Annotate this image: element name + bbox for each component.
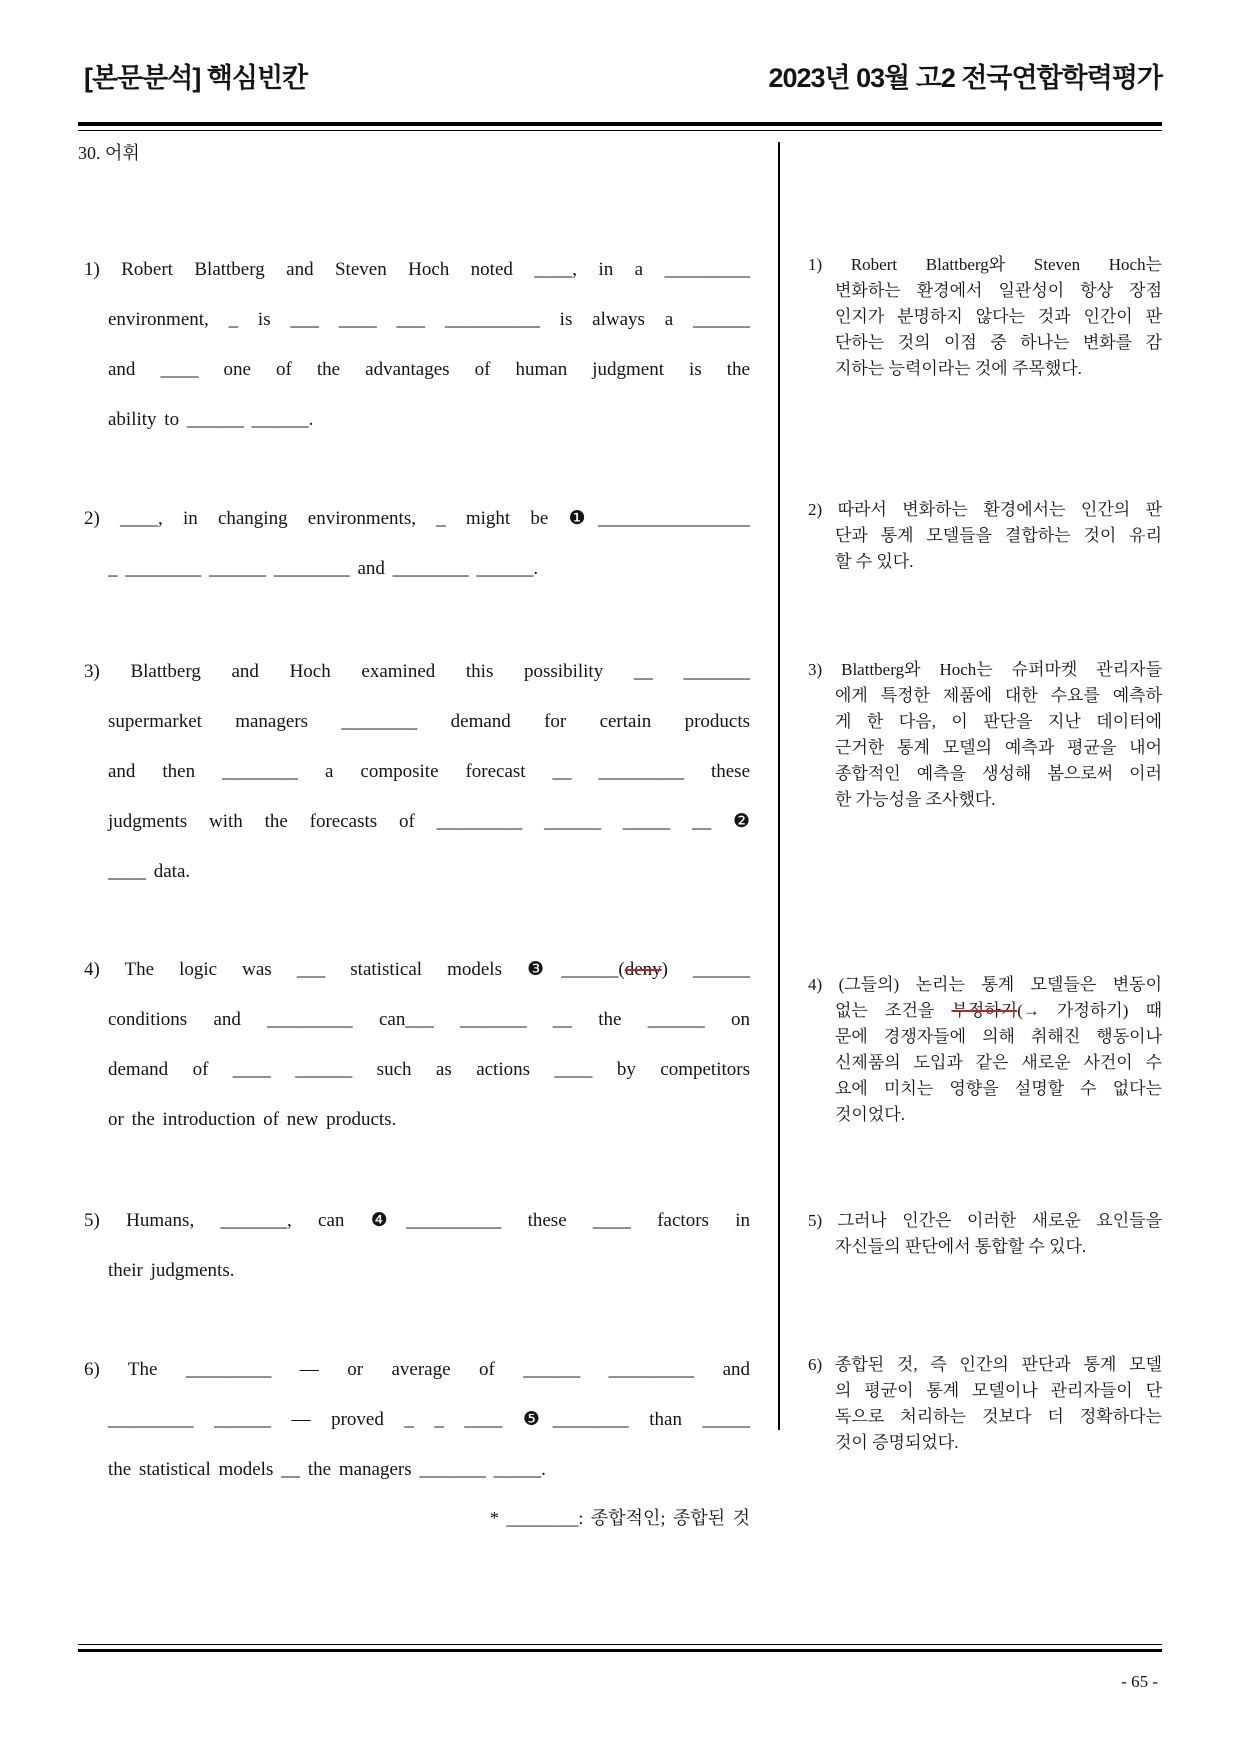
- text-line: 할 수 있다.: [835, 552, 914, 571]
- text-line: 인지가 분명하지 않다는 것과 인간이 판: [835, 307, 1162, 326]
- text-line: 한 가능성을 조사했다.: [835, 790, 996, 809]
- text-line: demand of ____ ______ such as actions ____ by competitors: [108, 1059, 750, 1080]
- question-number-title: 30. 어휘: [78, 143, 140, 163]
- text-line: and then ________ a composite forecast __ _________ these: [108, 761, 750, 782]
- text-line: 1) Robert Blattberg와 Steven Hoch는: [808, 255, 1162, 274]
- text-line: 5) 그러나 인간은 이러한 새로운 요인들을: [808, 1211, 1162, 1230]
- text-line: 에게 특정한 제품에 대한 수요를 예측하: [835, 686, 1162, 705]
- text-line: supermarket managers ________ demand for certain products: [108, 711, 750, 732]
- text-line: their judgments.: [108, 1260, 235, 1281]
- text-line: 5) Humans, _______, can ❹__________ these ____ factors in: [84, 1210, 750, 1231]
- text-line: 4) (그들의) 논리는 통계 모델들은 변동이: [808, 975, 1162, 994]
- text-line: 6) 종합된 것, 즉 인간의 판단과 통계 모델: [808, 1355, 1162, 1374]
- english-item-3: [84, 647, 750, 897]
- text-line: ____ data.: [108, 861, 191, 882]
- text-line: 2) ____, in changing environments, _ might be ❶________________: [84, 508, 750, 529]
- korean-item-1: [808, 252, 1162, 382]
- text-line: _________ ______ — proved _ _ ____ ❺________ than _____: [108, 1409, 750, 1430]
- korean-item-5: [808, 1208, 1162, 1260]
- text-line: judgments with the forecasts of _________ ______ _____ __ ❷: [108, 811, 750, 832]
- vocabulary-footnote: * ________: 종합적인; 종합된 것: [489, 1508, 750, 1528]
- text-line: 신제품의 도입과 같은 새로운 사건이 수: [835, 1053, 1162, 1072]
- strikethrough-word: deny: [624, 959, 662, 980]
- text-line: 지하는 능력이라는 것에 주목했다.: [835, 359, 1082, 378]
- text-line: ability to ______ ______.: [108, 409, 314, 430]
- english-item-5: [84, 1196, 750, 1296]
- footer-rule-thin: [78, 1644, 1162, 1645]
- text-line: environment, _ is ___ ____ ___ __________ is always a ______: [108, 309, 750, 330]
- text-line: and ____ one of the advantages of human judgment is the: [108, 359, 750, 380]
- text-line: 1) Robert Blattberg and Steven Hoch noted ____, in a _________: [84, 259, 750, 280]
- text-line: 2) 따라서 변화하는 환경에서는 인간의 판: [808, 500, 1162, 519]
- korean-item-2: [808, 497, 1162, 575]
- text-line: 요에 미치는 영향을 설명할 수 없다는: [835, 1079, 1162, 1098]
- text-line: 3) Blattberg and Hoch examined this possibility __ _______: [84, 661, 750, 682]
- doc-category-title: [본문분석] 핵심빈칸: [84, 63, 308, 93]
- text-line: the statistical models __ the managers _______ _____.: [108, 1459, 546, 1480]
- page-number: - 65 -: [1121, 1672, 1158, 1691]
- exam-title: 2023년 03월 고2 전국연합학력평가: [768, 63, 1162, 93]
- text-line: 단하는 것의 이점 중 하나는 변화를 감: [835, 333, 1162, 352]
- text-line: 독으로 처리하는 것보다 더 정확하다는: [835, 1407, 1162, 1426]
- text-line: 근거한 통계 모델의 예측과 평균을 내어: [835, 738, 1162, 757]
- korean-item-4: [808, 972, 1162, 1128]
- strikethrough-word: 부정하기: [951, 1001, 1018, 1020]
- korean-translation-column: [808, 0, 1162, 1640]
- korean-item-6: [808, 1352, 1162, 1456]
- text-line: conditions and _________ can___ _______ __ the ______ on: [108, 1009, 750, 1030]
- column-divider: [778, 142, 780, 1430]
- korean-item-3: [808, 657, 1162, 813]
- text-line: 자신들의 판단에서 통합할 수 있다.: [835, 1237, 1087, 1256]
- english-item-2: [84, 494, 750, 594]
- text-line: _ ________ ______ ________ and ________ ______.: [108, 558, 539, 579]
- text-line: 종합적인 예측을 생성해 봄으로써 이러: [835, 764, 1162, 783]
- english-passage-column: [84, 0, 750, 1640]
- text-line: 의 평균이 통계 모델이나 관리자들이 단: [835, 1381, 1162, 1400]
- text-line: 것이었다.: [835, 1105, 905, 1124]
- text-line: 것이 증명되었다.: [835, 1433, 959, 1452]
- english-item-4: [84, 945, 750, 1145]
- text-line: 단과 통계 모델들을 결합하는 것이 유리: [835, 526, 1162, 545]
- text-line: 문에 경쟁자들에 의해 취해진 행동이나: [835, 1027, 1162, 1046]
- english-item-1: [84, 245, 750, 445]
- text-line: 변화하는 환경에서 일관성이 항상 장점: [835, 281, 1162, 300]
- text-line: 3) Blattberg와 Hoch는 슈퍼마켓 관리자들: [808, 660, 1162, 679]
- text-line: 6) The _________ — or average of ______ _________ and: [84, 1359, 750, 1380]
- text-line: or the introduction of new products.: [108, 1109, 397, 1130]
- text-line: 4) The logic was ___ statistical models ❸______(deny) ______: [84, 959, 750, 980]
- english-item-6: [84, 1345, 750, 1495]
- footer-rule-thick: [78, 1649, 1162, 1652]
- text-line: 게 한 다음, 이 판단을 지난 데이터에: [835, 712, 1162, 731]
- text-line: 없는 조건을 부정하기(→ 가정하기) 때: [835, 1001, 1162, 1020]
